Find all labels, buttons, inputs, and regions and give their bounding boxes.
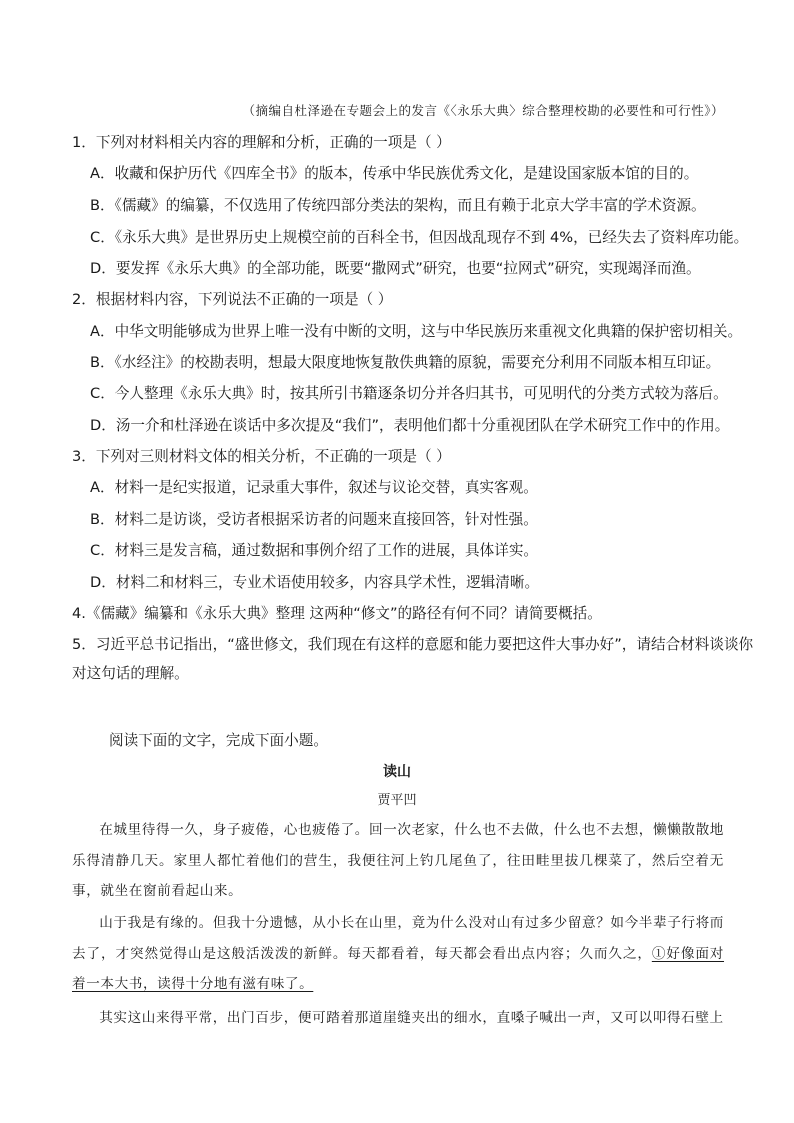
question-2-option-d: D．汤一介和杜泽逊在谈话中多次提及“我们”，表明他们都十分重视团队在学术研究工作中的作用。 — [90, 417, 730, 434]
question-2-option-c: C．今人整理《永乐大典》时，按其所引书籍逐条切分并各归其书，可见明代的分类方式较为落后。 — [90, 385, 728, 402]
question-2-option-a: A．中华文明能够成为世界上唯一没有中断的文明，这与中华民族历来重视文化典籍的保护密切相关。 — [90, 323, 743, 340]
reading-intro: 阅读下面的文字，完成下面小题。 — [109, 732, 328, 749]
essay-paragraph-2 — [72, 908, 724, 1000]
source-note: （摘编自杜泽逊在专题会上的发言《〈永乐大典〉综合整理校勘的必要性和可行性》） — [242, 103, 724, 118]
underlined-sentence-1: ①好像面对着一本大书，读得十分地有滋有味了。 — [72, 945, 725, 992]
essay-paragraph-1: 在城里待得一久，身子疲倦，心也疲倦了。回一次老家，什么也不去做，什么也不去想，懒懒散散地乐得清静几天。家里人都忙着他们的营生，我便往河上钓几尾鱼了，往田畦里拔几棵菜了，然后空着无事，就坐在窗前看起山来。 — [72, 822, 724, 899]
question-1-option-d: D．要发挥《永乐大典》的全部功能，既要“撒网式”研究，也要“拉网式”研究，实现竭泽而渔。 — [90, 260, 701, 277]
question-4: 4.《儒藏》编纂和《永乐大典》整理 这两种“修文”的路径有何不同？请简要概括。 — [72, 605, 602, 622]
question-1-option-a: A．收藏和保护历代《四库全书》的版本，传承中华民族优秀文化，是建设国家版本馆的目的。 — [90, 165, 699, 182]
question-2-option-b: B．《水经注》的校勘表明，想最大限度地恢复散佚典籍的原貌，需要充分利用不同版本相互印证。 — [90, 354, 721, 371]
question-3-stem: 3．下列对三则材料文体的相关分析，不正确的一项是（ ） — [72, 448, 451, 465]
essay-title: 读山 — [383, 764, 411, 780]
question-2-stem: 2．根据材料内容，下列说法不正确的一项是（ ） — [72, 291, 393, 308]
question-3-option-a: A．材料一是纪实报道，记录重大事件，叙述与议论交替，真实客观。 — [90, 479, 538, 496]
essay-paragraph-3: 其实这山来得平常，出门百步，便可踏着那道崖缝夹出的细水，直嗓子喊出一声，又可以叩得石壁上 — [99, 1010, 724, 1026]
question-3-option-b: B．材料二是访谈，受访者根据采访者的问题来直接回答，针对性强。 — [90, 511, 538, 528]
question-1-stem: 1．下列对材料相关内容的理解和分析，正确的一项是（ ） — [72, 134, 451, 151]
question-3-option-c: C．材料三是发言稿，通过数据和事例介绍了工作的进展，具体详实。 — [90, 542, 539, 559]
essay-author: 贾平凹 — [377, 793, 417, 808]
question-5-line-1: 5．习近平总书记指出，“盛世修文，我们现在有这样的意愿和能力要把这件大事办好”，请结合材料谈谈你 — [72, 636, 754, 653]
question-5-line-2: 对这句话的理解。 — [72, 665, 189, 682]
question-1-option-b: B．《儒藏》的编纂，不仅选用了传统四部分类法的架构，而且有赖于北京大学丰富的学术资源。 — [90, 197, 706, 214]
essay-paragraph-2-text: 山于我是有缘的。但我十分遗憾，从小长在山里，竟为什么没对山有过多少留意？如今半辈子行将而去了，才突然觉得山是这般活泼泼的新鲜。每天都看着，每天都会看出点内容；久而久之， — [72, 915, 724, 962]
question-1-option-c: C．《永乐大典》是世界历史上规模空前的百科全书，但因战乱现存不到 4%，已经失去了资料库功能。 — [90, 229, 749, 246]
question-3-option-d: D．材料二和材料三，专业术语使用较多，内容具学术性，逻辑清晰。 — [90, 574, 540, 591]
